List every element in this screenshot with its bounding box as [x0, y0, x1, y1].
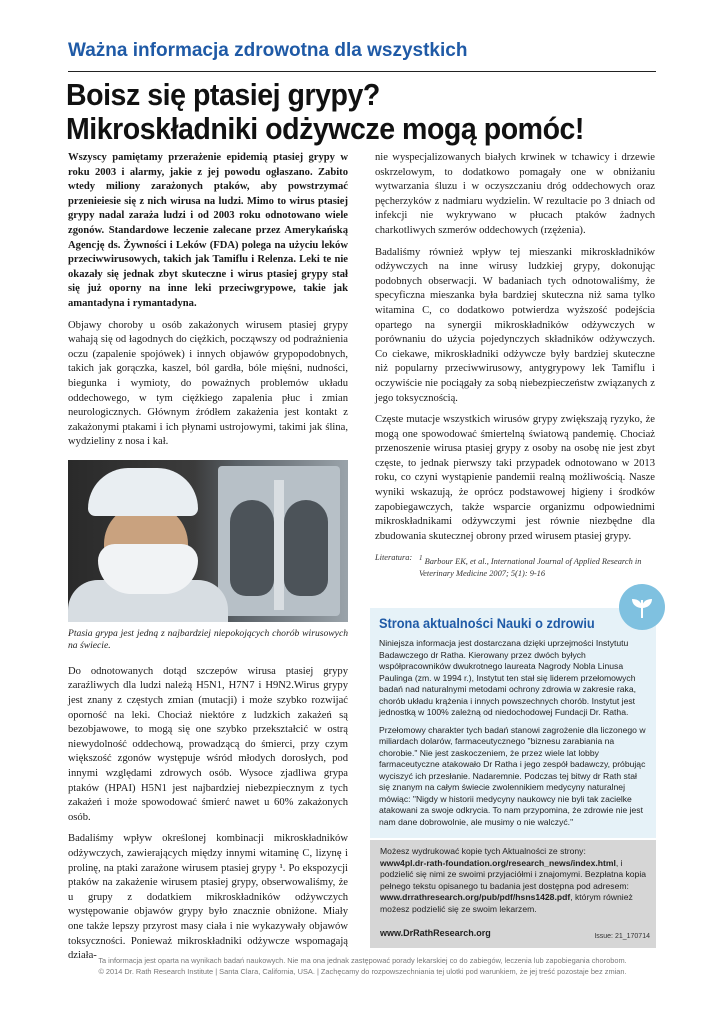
title-line-2: Mikroskładniki odżywcze mogą pomóc!	[66, 111, 584, 146]
lead-paragraph: Wszyscy pamiętamy przerażenie epidemią ptasiej grypy w roku 2003 i alarmy, jakie z jej powodu ogłaszano. Zabito wtedy miliony zarażonych ptaków, aby powstrzymać przenieiesie się z nich wirusa na ludzi. Mimo to wirus ptasiej grypy nadal zaraża ludzi i od 2003 roku odnotowano wiele zgonów. Standardowe leczenie zalecane przez Amerykańską Agencję ds. Żywności i Leków (FDA) polega na użyciu leków przeciwwirusowych, takich jak Tamiflu i Relenza. Leki te nie okazały się jednak zbyt skuteczne i wirus ptasiej grypy stał się już oporny na inne leki przeciwgrypowe, takie jak amantadyna i rymantadyna.	[68, 152, 348, 309]
footer-copyright: © 2014 Dr. Rath Research Institute | Santa Clara, California, USA. | Zachęcamy do rozpowszechniania tej ulotki pod warunkiem, że jej treść pozostaje bez zmian.	[98, 967, 627, 976]
print-share-text: , i podzielić się nimi ze swoimi przyjaciółmi i znajomymi. Bezpłatna kopia pełnego tekstu opisanego tu badania jest dostępna pod adresem:	[380, 857, 647, 891]
print-intro: Możesz wydrukować kopie tych Aktualności ze strony:	[380, 846, 586, 856]
xray-spine	[274, 480, 284, 610]
paragraph-other-viruses: Badaliśmy również wpływ tej mieszanki mikroskładników odżywczych na inne wirusy ludzkiej grypy, dokonując podobnych obserwacji. W badaniach tych odnotowaliśmy, że specyficzna mieszanka była bardziej skuteczna niż sama tylko witamina C, co dodatkowo potwierdza wyższość podejścia opartego na synergii mikroskładników odżywczych w porównaniu do użycia pojedynczych składników odżywczych. Co ciekawe, mikroskładniki odżywcze były bardziej skuteczne niż popularny przeciwwirusowy, antygrypowy lek Tamiflu i oczywiście nie pociągały za sobą niebezpieczeństw związanych z jego toksycznością.	[375, 246, 655, 404]
box-paragraph-institute: Niniejsza informacja jest dostarczana dzięki uprzejmości Instytutu Badawczego dr Ratha. Kierowany przez dwóch byłych współpracowników dwukrotnego laureata Nagrody Nobla Linusa Paulinga (zm. w 1994 r.), Instytut ten stał się liderem przełomowych badań nad naturalnymi metodami ochrony zdrowia w zakresie raka, chorób układu krążenia i innych powszechnych chorób. Instytut jest jednostką w 100% zależną od niedochodowej Fundacji Dr. Ratha.	[379, 638, 636, 717]
paragraph-symptoms: Objawy choroby u osób zakażonych wirusem ptasiej grypy wahają się od łagodnych do ciężkich, począwszy od podrażnienia oczu (zapalenie spojówek) i innych objawów grypopodobnych, takich jak gorączka, kaszel, ból gardła, bóle mięśni, nudności, biegunka i wymioty, do poważnych problemów układu oddechowego, w tym ciężkiego zapalenia płuc i zmian neurologicznych. Głównym źródłem zakażenia jest kontakt z zakażonymi ptakami i ich płynami ustrojowymi, takimi jak ślina, wydzieliny z nosa i kał.	[68, 319, 348, 448]
footer	[40, 955, 685, 977]
issue-number: Issue: 21_170714	[594, 933, 650, 940]
left-column	[68, 151, 348, 971]
paragraph-strains: Do odnotowanych dotąd szczepów wirusa ptasiej grypy zaraźliwych dla ludzi należą H5N1, H7N7 i H9N2.Wirus grypy jest znany z częstych zmian (mutacji) i może szybko rozwijać oporność na leki. Chociaż niektóre z ludzkich zakażeń są bezobjawowe, to mogą się one szybko przekształcić w ostrą niewydolność oddechową, prowadzącą do śmierci, przy czym większość zgonów występuje wśród młodych dorosłych, pod innymi względami zdrowych osób. Wysoce zjadliwa grypa ptaków (HPAI) H5N1 jest najbardziej niebezpiecznym z tych zakażeń i może spowodować śmierć nawet u 60% zakażonych osób.	[68, 665, 348, 823]
section-kicker: Ważna informacja zdrowotna dla wszystkich	[68, 40, 468, 61]
news-info-box	[370, 608, 656, 838]
title-line-1: Boisz się ptasiej grypy?	[66, 77, 380, 112]
references-label: Literatura:	[375, 553, 413, 563]
paragraph-pandemic: Częste mutacje wszystkich wirusów grypy zwiększają ryzyko, że mogą one spowodować śmiertelną światową pandemię. Chociaż przenoszenie wirusa ptasiej grypy z osoby na osobę nie jest zbyt częste, to jednak pierwszy taki przypadek odnotowano w 2013 roku, co czyni wystąpienie pandemii realną możliwością. Nasze wyniki wskazują, że oprócz podstawowej higieny i środków zapobiegawczych, także wsparcie organizmu odpowiednimi mikroskładnikami odżywczymi jest równie niezbędne dla zbudowania skutecznej obrony przed wirusem ptasiej grypy.	[375, 414, 655, 542]
xray-lung-right	[284, 500, 328, 596]
surgical-mask	[98, 544, 198, 594]
box-title: Strona aktualności Nauki o zdrowiu	[379, 616, 595, 632]
paragraph-continuation: nie wyspecjalizowanych białych krwinek w tchawicy i drzewie oskrzelowym, to dodatkowo pomagały one w obniżaniu wytwarzania śluzu i w oczyszczaniu dróg oddechowych oraz pęcherzyków z nadmiaru wydzielin. W rezultacie po 3 dniach od infekcji nie wykrywano w płucach ptaków żadnych charkotliwych szmerów oddechowych (rzężenia).	[375, 152, 655, 236]
header-divider	[68, 71, 656, 72]
footer-disclaimer: Ta informacja jest oparta na wynikach badań naukowych. Nie ma ona jednak zastępować porady lekarskiej co do zabiegów, leczenia lub zapobiegania chorobom.	[98, 956, 627, 965]
photo-caption: Ptasia grypa jest jedną z najbardziej niepokojących chorób wirusowych na świecie.	[68, 627, 348, 652]
pdf-link[interactable]: www.drrathresearch.org/pub/pdf/hsns1428.pdf	[380, 892, 571, 902]
page-title	[66, 78, 618, 146]
xray-lung-left	[230, 500, 274, 596]
box-paragraph-pharma: Przełomowy charakter tych badań stanowi zagrożenie dla liczonego w miliardach dolarów, farmaceutycznego "biznesu zarabiania na chorobie." Nie jest zaskoczeniem, że przez wiele lat lobby farmaceutyczne atakowało Dr Ratha i jego zespół badawczy, próbując wyciszyć ich przesłanie. Nadaremnie. Podczas tej bitwy dr Rath stał się znanym na całym świecie zwolennikiem medycyny naturalnej mówiąc: "Nigdy w historii medycyny naukowcy nie byli tak zacielke atakowani za swoje odkrycia. To nam przypomina, że zdrowie nie jest nam dane dobrowolnie, ale musimy o nie walczyć."	[379, 724, 646, 827]
reference-text: Barbour EK, et al., International Journal of Applied Research in Veterinary Medicine 2007; 5(1): 9-16	[419, 557, 642, 579]
right-column	[375, 151, 655, 580]
reference-entry	[419, 552, 655, 580]
doctor-xray-photo	[68, 460, 348, 622]
surgical-cap	[88, 468, 198, 516]
print-info-box	[370, 840, 656, 948]
research-news-link[interactable]: www4pl.dr-rath-foundation.org/research_news/index.html	[380, 857, 616, 868]
paragraph-study: Badaliśmy wpływ określonej kombinacji mikroskładników odżywczych, zawierających między innymi witaminę C, lizynę i prolinę, na ptaki zarażone wirusem ptasiej grypy ¹. Po ekspozycji ptaków na zakażenie wirusem ptasiej grypy, obserwowaliśmy, że u grupy z dodatkiem mikroskładników odżywczych występowanie objawów grypy było znacznie obniżone. Miały one także lepszy przyrost masy ciała i nie wykazywały objawów toksyczności. Ponieważ mikroskładniki odżywcze wspomagają działa-	[68, 833, 348, 962]
website-link[interactable]: www.DrRathResearch.org	[380, 928, 491, 938]
references	[375, 552, 655, 580]
print-info-text	[380, 846, 648, 915]
print-doctor-text: , którym również możesz podzielić się ze swoim lekarzem.	[380, 892, 633, 914]
reference-number: 1	[419, 554, 423, 563]
